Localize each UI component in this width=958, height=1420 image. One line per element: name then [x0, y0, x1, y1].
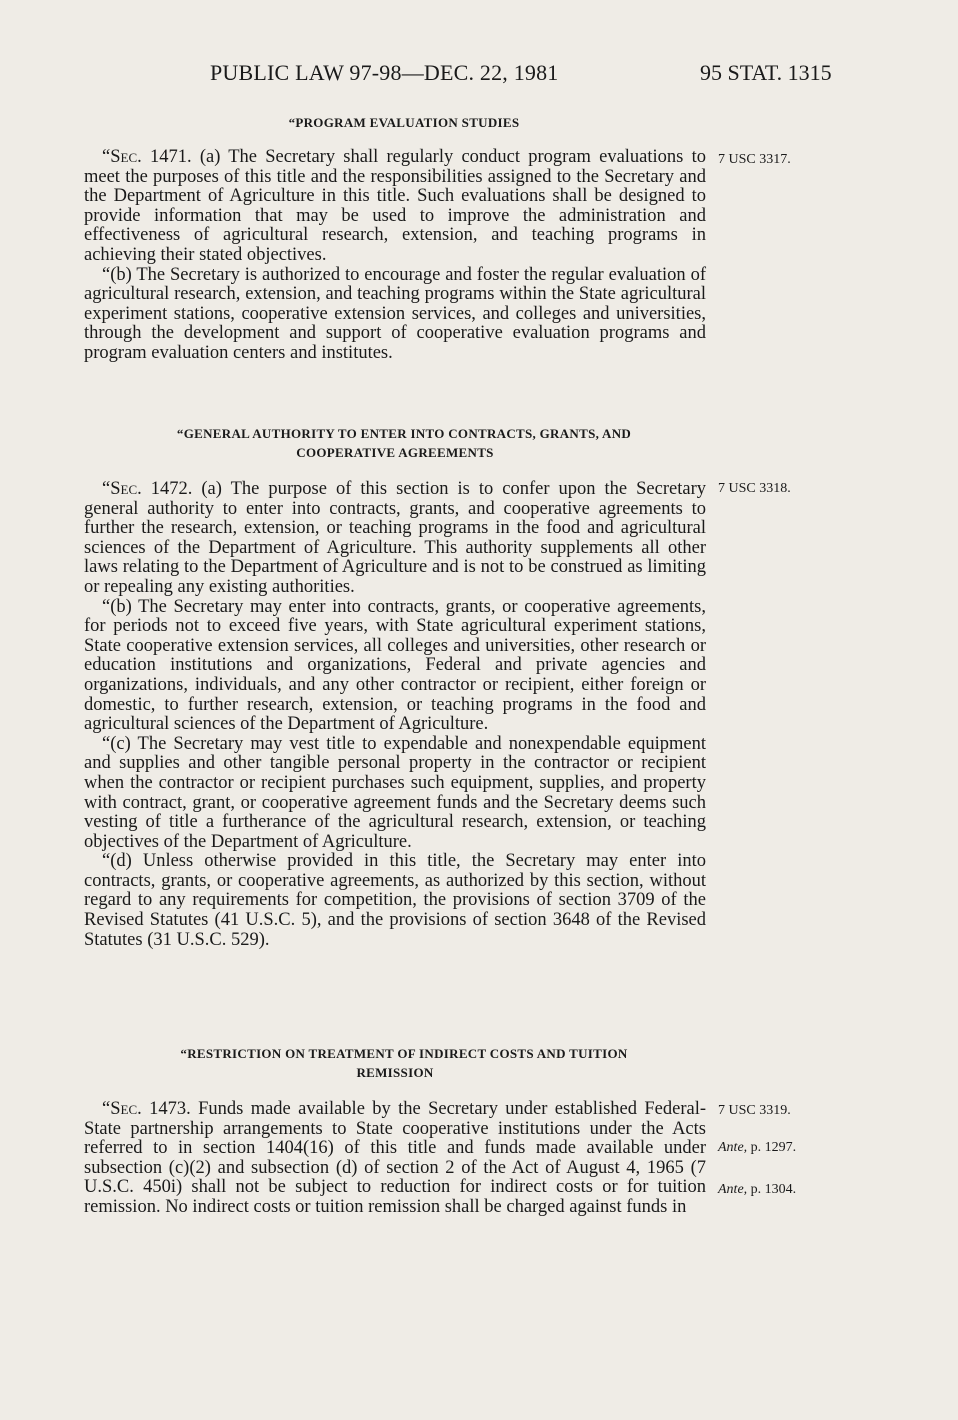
- section-1473: [84, 1044, 706, 1218]
- paragraph: “(c) The Secretary may vest title to expendable and nonexpendable equipment and supplies and other tangible personal property in the contractor or recipient when the contractor or recipient purchases such equipment, supplies, and property with contract, grant, or cooperative agreement funds and the Secretary deems such vesting of title a furtherance of the agricultural research, extension, or teaching objectives of the Department of Agriculture.: [84, 733, 706, 852]
- margin-citation-ante: Ante, p. 1297.: [718, 1140, 797, 1155]
- margin-citation-ante: Ante, p. 1304.: [718, 1182, 797, 1197]
- paragraph: “(d) Unless otherwise provided in this title, the Secretary may enter into contracts, grants, or cooperative agreements, as authorized by this section, without regard to any requirements for competition, the provisions of section 3709 of the Revised Statutes (41 U.S.C. 5), and the provisions of section 3648 of the Revised Statutes (31 U.S.C. 529).: [84, 851, 706, 950]
- section-1471: [84, 113, 706, 364]
- paragraph: “Sec. 1473. Funds made available by the Secretary under established Federal-State partnership arrangements to State cooperative institutions under the Acts referred to in section 1404(16) of this title and funds made available under subsection (c)(2) and subsection (d) of section 2 of the Act of August 4, 1965 (7 U.S.C. 450i) shall not be subject to reduction for indirect costs or for tuition remission. No indirect costs or tuition remission shall be charged against funds in: [84, 1099, 706, 1217]
- margin-citation: 7 USC 3318.: [718, 481, 791, 496]
- paragraph: “Sec. 1472. (a) The purpose of this section is to confer upon the Secretary general authority to enter into contracts, grants, and cooperative agreements to further the research, extension, or teaching programs in the food and agricultural sciences of the Department of Agriculture. This authority supplements all other laws relating to the Department of Agriculture and is not to be construed as limiting or repealing any existing authorities.: [84, 479, 706, 597]
- running-head-title: PUBLIC LAW 97-98—DEC. 22, 1981: [210, 60, 559, 85]
- section-heading: “RESTRICTION ON TREATMENT OF INDIRECT COSTS AND TUITION REMISSION: [180, 1046, 628, 1080]
- page-number: 95 STAT. 1315: [700, 60, 832, 85]
- paragraph: “Sec. 1471. (a) The Secretary shall regularly conduct program evaluations to meet the purposes of this title and the responsibilities assigned to the Secretary and the Department of Agriculture in this title. Such evaluations shall be designed to provide information that may be used to improve the administration and effectiveness of agricultural research, extension, and teaching programs in achieving their stated objectives.: [84, 147, 706, 265]
- margin-citation: 7 USC 3319.: [718, 1103, 791, 1118]
- section-1472: [84, 424, 706, 950]
- paragraph: “(b) The Secretary may enter into contracts, grants, or cooperative agreements, for periods not to exceed five years, with State agricultural experiment stations, State cooperative extension services, all colleges and universities, other research or education institutions and organizations, Federal and private agencies and organizations, individuals, and any other contractor or recipient, either foreign or domestic, to further research, extension, or teaching programs in the food and agricultural sciences of the Department of Agriculture.: [84, 596, 706, 735]
- margin-citation: 7 USC 3317.: [718, 152, 791, 167]
- paragraph: “(b) The Secretary is authorized to encourage and foster the regular evaluation of agricultural research, extension, and teaching programs within the State agricultural experiment stations, cooperative extension services, and colleges and universities, through the development and support of cooperative evaluation programs and program evaluation centers and institutes.: [84, 264, 706, 363]
- section-heading: “GENERAL AUTHORITY TO ENTER INTO CONTRACTS, GRANTS, AND COOPERATIVE AGREEMENTS: [176, 426, 632, 460]
- section-heading: “PROGRAM EVALUATION STUDIES: [288, 115, 520, 130]
